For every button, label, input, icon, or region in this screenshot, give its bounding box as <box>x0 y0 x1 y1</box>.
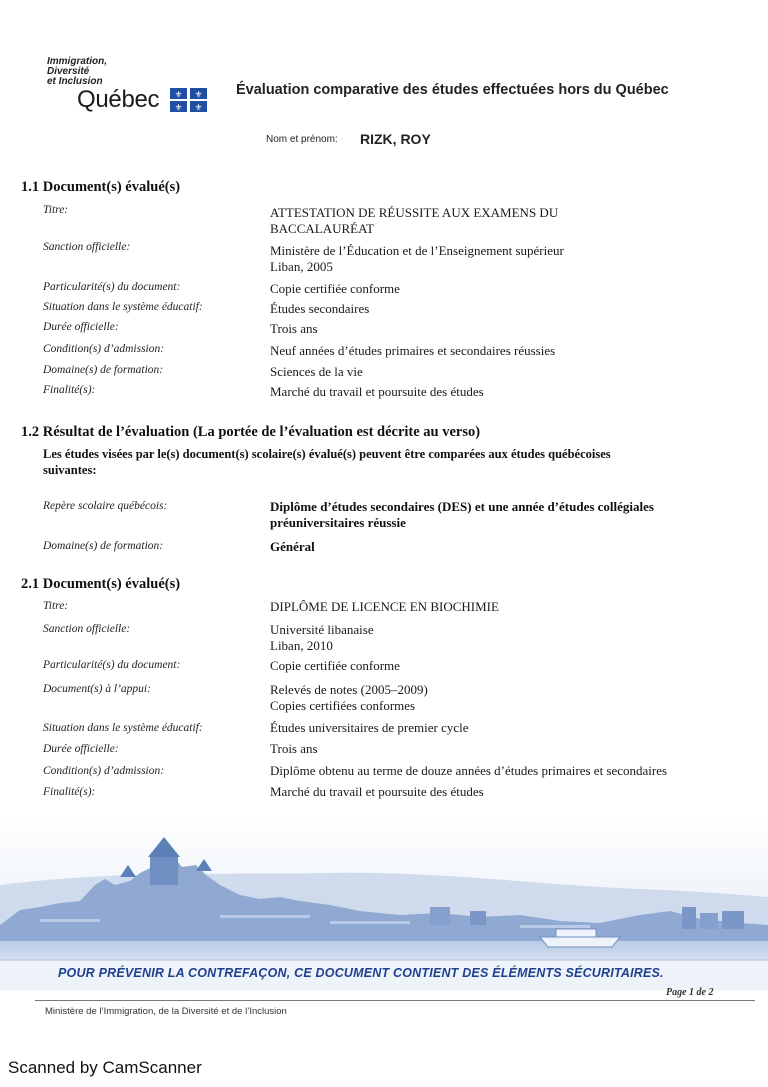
s2-value-domaine: Général <box>270 539 315 554</box>
s3-label-appui: Document(s) à l’appui: <box>43 683 151 695</box>
svg-text:⚜: ⚜ <box>194 90 203 101</box>
s1-label-finalite: Finalité(s): <box>43 384 96 396</box>
s1-value-domaine: Sciences de la vie <box>270 364 363 379</box>
section-1-1-title: 1.1 Document(s) évalué(s) <box>21 179 181 195</box>
s3-value-duree: Trois ans <box>270 741 318 756</box>
document-title: Évaluation comparative des études effectuées hors du Québec <box>236 82 669 98</box>
quebec-wordmark: Québec <box>77 86 160 113</box>
s3-label-titre: Titre: <box>43 600 69 612</box>
s1-value-situation: Études secondaires <box>270 301 370 316</box>
s3-value-appui: Relevés de notes (2005–2009) Copies certifiées conformes <box>270 682 428 713</box>
s3-label-situation: Situation dans le système éducatif: <box>43 722 203 734</box>
section-1-2-title: 1.2 Résultat de l’évaluation (La portée de l’évaluation est décrite au verso) <box>21 424 481 440</box>
s3-label-particularite: Particularité(s) du document: <box>43 659 181 671</box>
s1-label-sanction: Sanction officielle: <box>43 241 131 253</box>
s3-value-sanction: Université libanaise Liban, 2010 <box>270 622 374 653</box>
section-1-2-paragraph: Les études visées par le(s) document(s) scolaire(s) évalué(s) peuvent être comparées aux études québécoises suivantes: <box>43 447 611 477</box>
s1-label-particularite: Particularité(s) du document: <box>43 281 181 293</box>
s2-label-repere: Repère scolaire québécois: <box>43 500 168 512</box>
s2-label-domaine: Domaine(s) de formation: <box>43 540 164 552</box>
s1-value-finalite: Marché du travail et poursuite des études <box>270 384 484 399</box>
s1-label-condition: Condition(s) d’admission: <box>43 343 165 355</box>
s1-value-particularite: Copie certifiée conforme <box>270 281 400 296</box>
scanner-watermark: Scanned by CamScanner <box>8 1058 202 1077</box>
s1-label-duree: Durée officielle: <box>43 321 119 333</box>
quebec-flag-icon <box>170 88 208 112</box>
s3-value-finalite: Marché du travail et poursuite des études <box>270 784 484 799</box>
ministry-line-3: et Inclusion <box>47 76 103 87</box>
s3-label-condition: Condition(s) d’admission: <box>43 765 165 777</box>
ministry-line-1: Immigration, <box>47 56 108 67</box>
s1-value-titre: ATTESTATION DE RÉUSSITE AUX EXAMENS DU BACCALAURÉAT <box>270 205 559 236</box>
s3-value-condition: Diplôme obtenu au terme de douze années d’études primaires et secondaires <box>270 763 668 778</box>
ministry-name-block <box>47 57 107 87</box>
s1-value-condition: Neuf années d’études primaires et secondaires réussies <box>270 343 556 358</box>
s1-label-situation: Situation dans le système éducatif: <box>43 301 203 313</box>
s3-label-duree: Durée officielle: <box>43 743 119 755</box>
s3-label-finalite: Finalité(s): <box>43 786 96 798</box>
s3-value-titre: DIPLÔME DE LICENCE EN BIOCHIMIE <box>270 599 499 614</box>
s1-label-domaine: Domaine(s) de formation: <box>43 364 164 376</box>
security-banner-text: POUR PRÉVENIR LA CONTREFAÇON, CE DOCUMENT CONTIENT DES ÉLÉMENTS SÉCURITAIRES. <box>58 966 664 980</box>
section-2-1-title: 2.1 Document(s) évalué(s) <box>21 576 181 592</box>
svg-text:⚜: ⚜ <box>174 90 183 101</box>
quebec-city-skyline-illustration <box>0 815 768 990</box>
ministry-line-2: Diversité <box>47 66 90 77</box>
s3-value-situation: Études universitaires de premier cycle <box>270 720 469 735</box>
s1-value-sanction: Ministère de l’Éducation et de l’Enseignement supérieur Liban, 2005 <box>270 243 564 274</box>
footer-divider <box>35 1000 755 1001</box>
s2-value-repere: Diplôme d’études secondaires (DES) et une année d’études collégiales préuniversitaires réussie <box>270 499 654 530</box>
s3-label-sanction: Sanction officielle: <box>43 623 131 635</box>
name-label: Nom et prénom: <box>266 134 338 145</box>
footer-ministry: Ministère de l’Immigration, de la Diversité et de l’Inclusion <box>45 1006 287 1017</box>
s3-value-particularite: Copie certifiée conforme <box>270 658 400 673</box>
svg-text:⚜: ⚜ <box>194 103 203 112</box>
name-value: RIZK, ROY <box>360 131 431 147</box>
svg-text:⚜: ⚜ <box>174 103 183 112</box>
s1-label-titre: Titre: <box>43 204 69 216</box>
page-number: Page 1 de 2 <box>666 987 714 998</box>
s1-value-duree: Trois ans <box>270 321 318 336</box>
